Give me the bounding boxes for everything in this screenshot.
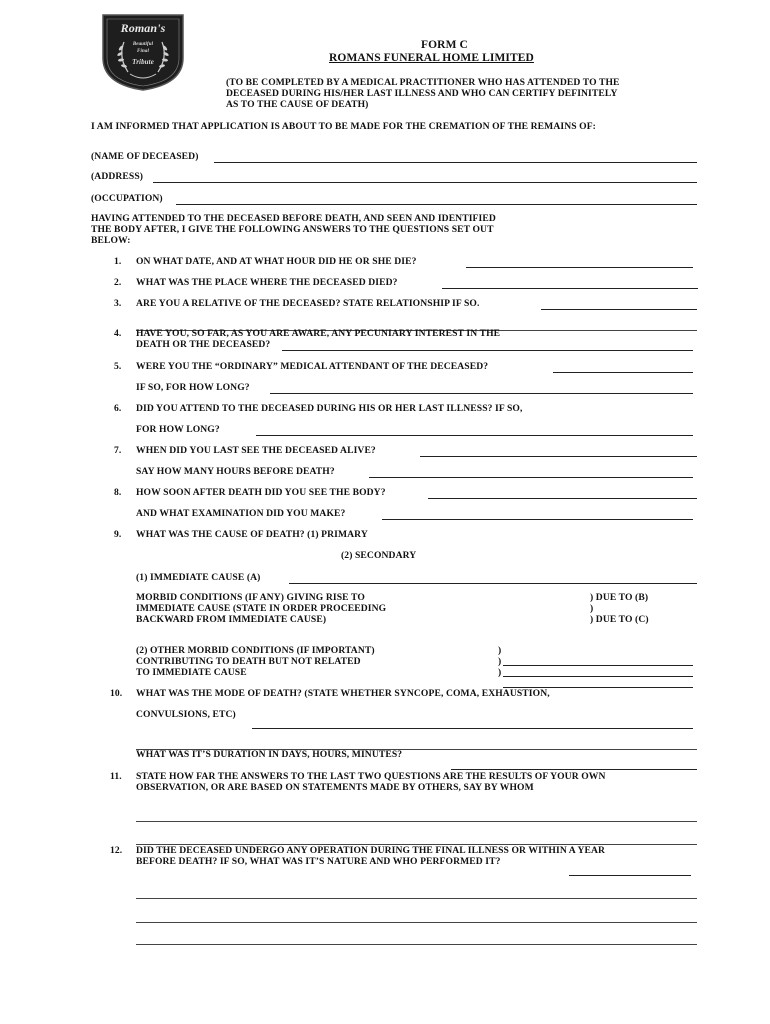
romans-logo (100, 12, 186, 92)
intro-text: I AM INFORMED THAT APPLICATION IS ABOUT TO BE MADE FOR THE CREMATION OF THE REMAINS OF: (91, 121, 596, 132)
occupation-label: (OCCUPATION) (91, 193, 163, 204)
question-9-secondary: (2) SECONDARY (341, 550, 417, 561)
question-number: 4. (114, 328, 122, 339)
question-5: WERE YOU THE “ORDINARY” MEDICAL ATTENDANT OF THE DECEASED? (136, 361, 489, 372)
due-to-c: ) DUE TO (C) (590, 614, 649, 625)
question-4-line-1: HAVE YOU, SO FAR, AS YOU ARE AWARE, ANY PECUNIARY INTEREST IN THE (136, 328, 501, 339)
question-8: HOW SOON AFTER DEATH DID YOU SEE THE BODY? (136, 487, 386, 498)
other-morbid-line-3: TO IMMEDIATE CAUSE (136, 667, 247, 678)
question-4-line-2: DEATH OR THE DECEASED? (136, 339, 271, 350)
answer-7-sub-field[interactable] (369, 465, 693, 478)
question-7-sub: SAY HOW MANY HOURS BEFORE DEATH? (136, 466, 335, 477)
other-morbid-line-2: CONTRIBUTING TO DEATH BUT NOT RELATED (136, 656, 361, 667)
svg-text:Beautiful: Beautiful (132, 42, 154, 47)
answer-12-field[interactable] (569, 863, 691, 876)
question-11-line-1: STATE HOW FAR THE ANSWERS TO THE LAST TWO QUESTIONS ARE THE RESULTS OF YOUR OWN (136, 771, 606, 782)
name-label: (NAME OF DECEASED) (91, 151, 199, 162)
answer-8-field[interactable] (428, 486, 697, 499)
question-number: 2. (114, 277, 122, 288)
bracket: ) (498, 667, 502, 678)
statement-line-1: HAVING ATTENDED TO THE DECEASED BEFORE DEATH, AND SEEN AND IDENTIFIED (91, 213, 496, 224)
company-name: ROMANS FUNERAL HOME LIMITED (329, 52, 534, 64)
svg-text:Final: Final (137, 49, 149, 54)
question-11-line-2: OBSERVATION, OR ARE BASED ON STATEMENTS MADE BY OTHERS, SAY BY WHOM (136, 782, 534, 793)
question-5-sub: IF SO, FOR HOW LONG? (136, 382, 250, 393)
answer-5-field[interactable] (553, 360, 693, 373)
answer-10-field[interactable] (252, 716, 693, 729)
question-number: 7. (114, 445, 122, 456)
answer-5-sub-field[interactable] (270, 381, 693, 394)
logo-shield-icon (100, 12, 186, 92)
answer-4-field[interactable] (282, 338, 693, 351)
question-number: 12. (110, 845, 123, 856)
bracket: ) (498, 656, 502, 667)
question-9: WHAT WAS THE CAUSE OF DEATH? (1) PRIMARY (136, 529, 368, 540)
immediate-cause-field[interactable] (289, 571, 697, 584)
statement-line-3: BELOW: (91, 235, 131, 246)
answer-3-field[interactable] (541, 297, 697, 310)
duration-field[interactable] (451, 757, 697, 770)
question-12-line-2: BEFORE DEATH? IF SO, WHAT WAS IT’S NATURE AND WHO PERFORMED IT? (136, 856, 501, 867)
immediate-cause-label: (1) IMMEDIATE CAUSE (A) (136, 572, 261, 583)
question-7: WHEN DID YOU LAST SEE THE DECEASED ALIVE? (136, 445, 376, 456)
due-to-b: ) DUE TO (B) (590, 592, 649, 603)
question-number: 8. (114, 487, 122, 498)
question-1: ON WHAT DATE, AND AT WHAT HOUR DID HE OR SHE DIE? (136, 256, 417, 267)
morbid-line-3: BACKWARD FROM IMMEDIATE CAUSE) (136, 614, 327, 625)
address-label: (ADDRESS) (91, 171, 144, 182)
address-field[interactable] (153, 170, 697, 183)
answer-6-field[interactable] (256, 423, 693, 436)
question-number: 10. (110, 688, 123, 699)
answer-11-line-1[interactable] (136, 809, 697, 822)
bracket: ) (590, 603, 594, 614)
logo-text: Roman's (120, 21, 166, 35)
morbid-line-2: IMMEDIATE CAUSE (STATE IN ORDER PROCEEDING (136, 603, 387, 614)
question-10: WHAT WAS THE MODE OF DEATH? (STATE WHETHER SYNCOPE, COMA, EXHAUSTION, (136, 688, 550, 699)
question-number: 11. (110, 771, 122, 782)
statement-line-2: THE BODY AFTER, I GIVE THE FOLLOWING ANSWERS TO THE QUESTIONS SET OUT (91, 224, 494, 235)
occupation-field[interactable] (176, 192, 697, 205)
name-field[interactable] (214, 150, 697, 163)
question-number: 9. (114, 529, 122, 540)
question-12-line-1: DID THE DECEASED UNDERGO ANY OPERATION DURING THE FINAL ILLNESS OR WITHIN A YEAR (136, 845, 606, 856)
answer-7-field[interactable] (420, 444, 697, 457)
question-10-cont: CONVULSIONS, ETC) (136, 709, 236, 720)
svg-text:Tribute: Tribute (132, 58, 154, 66)
other-morbid-field-3[interactable] (503, 675, 693, 688)
question-3: ARE YOU A RELATIVE OF THE DECEASED? STATE RELATIONSHIP IF SO. (136, 298, 480, 309)
instruction-line-3: AS TO THE CAUSE OF DEATH) (226, 99, 369, 110)
question-6-sub: FOR HOW LONG? (136, 424, 220, 435)
question-2: WHAT WAS THE PLACE WHERE THE DECEASED DIED? (136, 277, 398, 288)
answer-1-field[interactable] (466, 255, 693, 268)
question-number: 6. (114, 403, 122, 414)
answer-11-line-2[interactable] (136, 832, 697, 845)
question-number: 1. (114, 256, 122, 267)
bracket: ) (498, 645, 502, 656)
form-title: FORM C (421, 39, 468, 51)
answer-12-line-3[interactable] (136, 910, 697, 923)
instruction-line-1: (TO BE COMPLETED BY A MEDICAL PRACTITIONER WHO HAS ATTENDED TO THE (226, 77, 620, 88)
answer-2-field[interactable] (442, 276, 698, 289)
question-10-sub: WHAT WAS IT’S DURATION IN DAYS, HOURS, MINUTES? (136, 749, 403, 760)
other-morbid-line-1: (2) OTHER MORBID CONDITIONS (IF IMPORTANT) (136, 645, 375, 656)
instruction-line-2: DECEASED DURING HIS/HER LAST ILLNESS AND WHO CAN CERTIFY DEFINITELY (226, 88, 618, 99)
answer-12-line-4[interactable] (136, 932, 697, 945)
question-6: DID YOU ATTEND TO THE DECEASED DURING HIS OR HER LAST ILLNESS? IF SO, (136, 403, 523, 414)
answer-12-line-2[interactable] (136, 886, 697, 899)
answer-8-sub-field[interactable] (382, 507, 693, 520)
question-8-sub: AND WHAT EXAMINATION DID YOU MAKE? (136, 508, 346, 519)
question-number: 3. (114, 298, 122, 309)
question-number: 5. (114, 361, 122, 372)
morbid-line-1: MORBID CONDITIONS (IF ANY) GIVING RISE TO (136, 592, 365, 603)
